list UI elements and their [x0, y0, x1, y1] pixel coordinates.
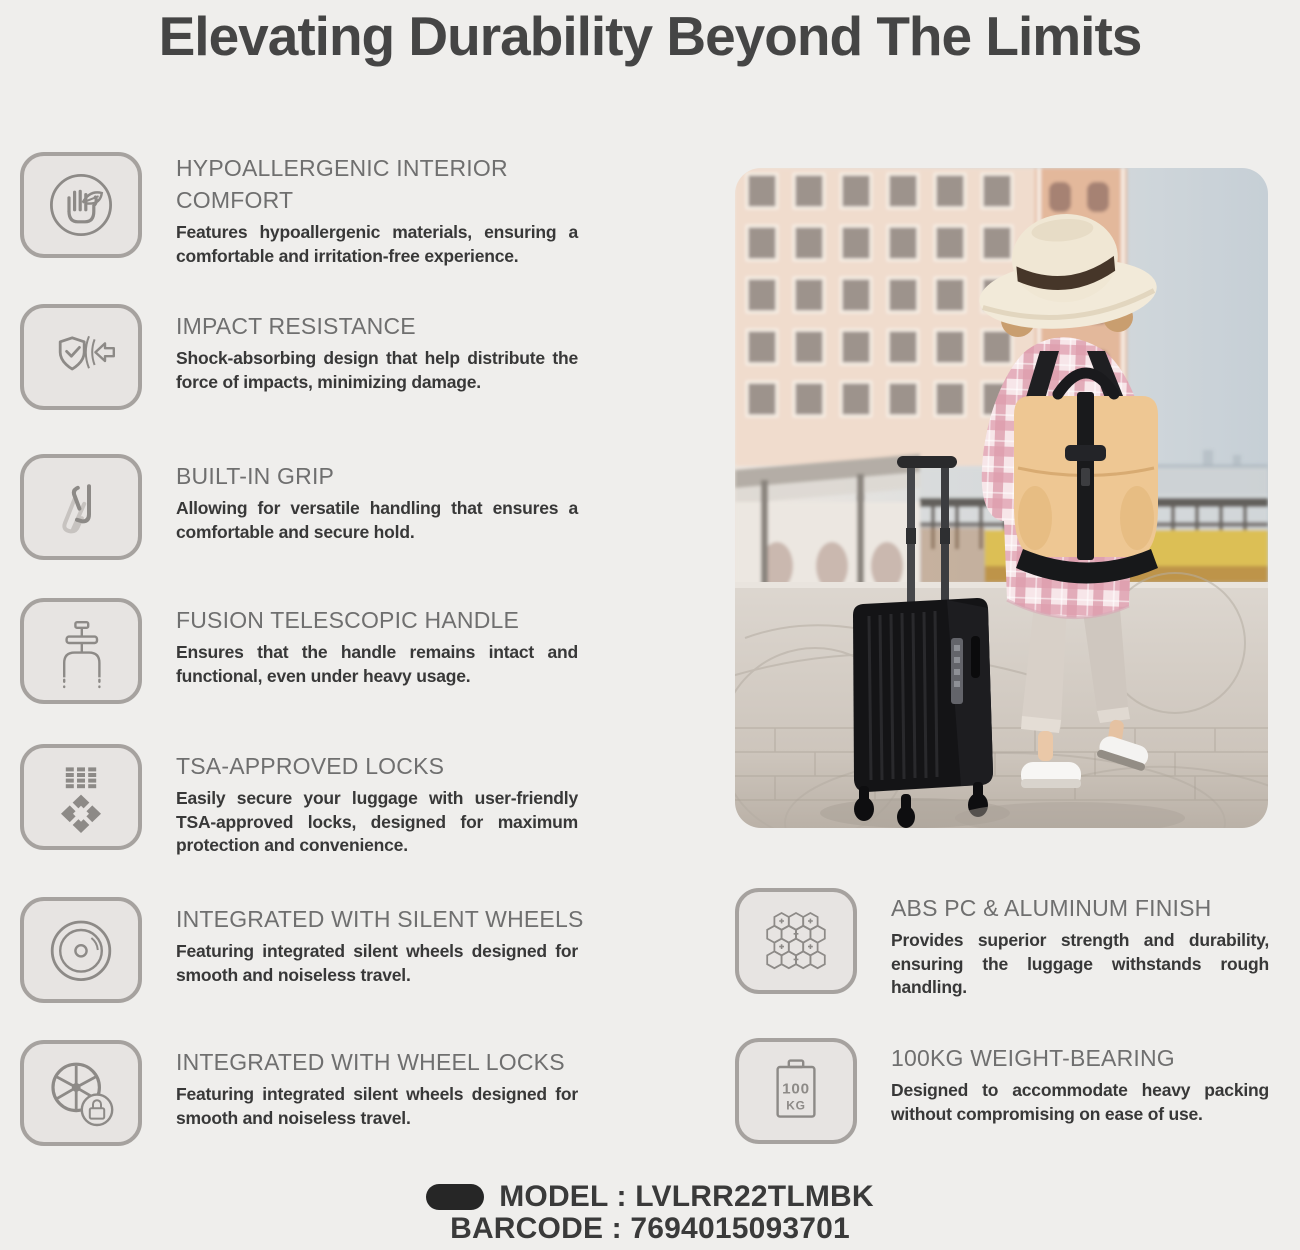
honeycomb-material-icon	[756, 901, 836, 981]
feature-silent-wheels	[20, 897, 612, 1003]
feature-title: INTEGRATED WITH WHEEL LOCKS	[176, 1049, 565, 1075]
feature-built-in-grip	[20, 454, 612, 560]
feature-icon-tile	[20, 744, 142, 850]
feature-hypoallergenic-interior	[20, 152, 612, 268]
feature-description: Easily secure your luggage with user-friendly TSA-approved locks, designed for maximum protection and convenience.	[176, 788, 578, 855]
silent-wheel-icon	[41, 910, 121, 990]
feature-title: BUILT-IN GRIP	[176, 463, 335, 489]
feature-impact-resistance	[20, 304, 612, 410]
feature-description: Allowing for versatile handling that ensures a comfortable and secure hold.	[176, 498, 578, 542]
photo-ground	[735, 573, 1268, 828]
feature-icon-tile	[20, 304, 142, 410]
page-title: Elevating Durability Beyond The Limits	[158, 5, 1142, 67]
feature-icon-tile	[20, 598, 142, 704]
feature-title: IMPACT RESISTANCE	[176, 313, 416, 339]
feature-icon-tile	[735, 1038, 857, 1144]
wheel-lock-icon	[41, 1053, 121, 1133]
weight-icon-value: 100	[782, 1080, 810, 1098]
product-photo	[735, 168, 1268, 828]
feature-icon-tile	[20, 897, 142, 1003]
model-number: MODEL : LVLRR22TLMBK	[499, 1180, 874, 1213]
feature-description: Provides superior strength and durability, ensuring the luggage withstands rough handling.	[891, 930, 1269, 997]
feature-title: 100KG WEIGHT-BEARING	[891, 1045, 1175, 1071]
feature-wheel-locks	[20, 1040, 612, 1146]
feature-description: Designed to accommodate heavy packing without compromising on ease of use.	[891, 1080, 1269, 1124]
feature-description: Features hypoallergenic materials, ensuring a comfortable and irritation-free experience.	[176, 222, 578, 266]
feature-icon-tile	[20, 152, 142, 258]
weight-100kg-icon	[756, 1051, 836, 1131]
barcode-number: BARCODE : 7694015093701	[450, 1212, 850, 1245]
feature-description: Ensures that the handle remains intact and functional, even under heavy usage.	[176, 642, 578, 686]
feature-icon-tile	[735, 888, 857, 994]
feature-weight-bearing	[735, 1038, 1273, 1144]
product-photo-illustration	[735, 168, 1268, 828]
feature-telescopic-handle	[20, 598, 612, 704]
feature-title: INTEGRATED WITH SILENT WHEELS	[176, 906, 584, 932]
traveler-shoe-left	[1021, 762, 1081, 788]
feature-title: HYPOALLERGENIC INTERIOR COMFORT	[176, 155, 508, 213]
grip-hooks-icon	[41, 467, 121, 547]
feature-icon-tile	[20, 1040, 142, 1146]
brand-logo-pill	[426, 1184, 484, 1210]
feature-title: FUSION TELESCOPIC HANDLE	[176, 607, 520, 633]
feature-title: ABS PC & ALUMINUM FINISH	[891, 895, 1212, 921]
shield-check-impact-icon	[41, 317, 121, 397]
telescopic-handle-icon	[41, 611, 121, 691]
footer-model-line	[0, 1180, 1300, 1214]
tsa-lock-icon	[41, 757, 121, 837]
feature-abs-aluminum	[735, 888, 1273, 1000]
feature-description: Shock-absorbing design that help distribute the force of impacts, minimizing damage.	[176, 348, 578, 392]
feature-tsa-locks	[20, 744, 612, 858]
feature-icon-tile	[20, 454, 142, 560]
feature-description: Featuring integrated silent wheels designed for smooth and noiseless travel.	[176, 941, 578, 985]
weight-icon-unit: KG	[786, 1098, 806, 1113]
feature-description: Featuring integrated silent wheels designed for smooth and noiseless travel.	[176, 1084, 578, 1128]
hand-leaf-icon	[41, 165, 121, 245]
feature-title: TSA-APPROVED LOCKS	[176, 753, 445, 779]
